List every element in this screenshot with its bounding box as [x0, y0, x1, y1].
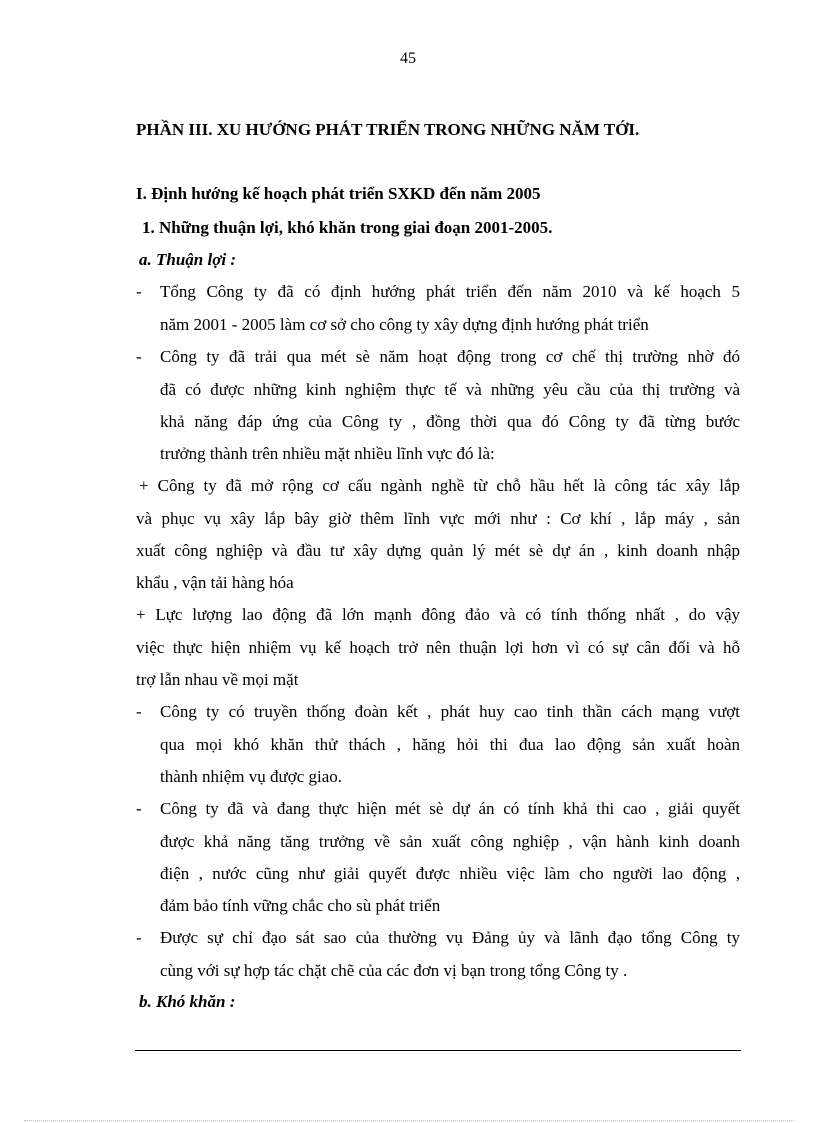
- bullet-line: Công ty đã và đang thực hiện mét sè dự án có tính khả thi cao , giải quyết: [160, 799, 740, 818]
- bullet-line: cùng với sự hợp tác chặt chẽ của các đơn vị bạn trong tổng Công ty .: [160, 961, 628, 980]
- plus-paragraph-line: xuất công nghiệp và đầu tư xây dựng quản lý mét sè dự án , kinh doanh nhập: [136, 541, 740, 560]
- page-number: 45: [400, 50, 416, 67]
- difficulties-heading: b. Khó khăn :: [139, 992, 236, 1011]
- plus-paragraph-line: việc thực hiện nhiệm vụ kế hoạch trở nên thuận lợi hơn vì có sự cân đối và hỗ: [136, 638, 740, 657]
- part-title: PHẦN III. XU HƯỚNG PHÁT TRIỂN TRONG NHỮNG NĂM TỚI.: [136, 120, 640, 139]
- advantages-heading: a. Thuận lợi :: [139, 250, 236, 269]
- bullet-line: khả năng đáp ứng của Công ty , đồng thời qua đó Công ty đã từng bước: [160, 412, 740, 431]
- subsection-heading: 1. Những thuận lợi, khó khăn trong giai đoạn 2001-2005.: [142, 218, 553, 237]
- bullet-line: điện , nước cũng như giải quyết được nhiều việc làm cho người lao động ,: [160, 864, 740, 883]
- plus-paragraph-line: + Công ty đã mở rộng cơ cấu ngành nghề từ chỗ hầu hết là công tác xây lắp: [139, 476, 740, 495]
- bullet-line: được khả năng tăng trưởng về sản xuất công nghiệp , vận hành kinh doanh: [160, 832, 740, 851]
- plus-paragraph-line: trợ lẫn nhau về mọi mặt: [136, 670, 299, 689]
- bullet-line: qua mọi khó khăn thử thách , hăng hỏi thi đua lao động sản xuất hoàn: [160, 735, 740, 754]
- bullet-marker: -: [136, 702, 142, 721]
- page-edge-divider: [24, 1120, 794, 1121]
- bullet-line: Tổng Công ty đã có định hướng phát triển đến năm 2010 và kế hoạch 5: [160, 282, 740, 301]
- bullet-line: Công ty có truyền thống đoàn kết , phát huy cao tinh thần cách mạng vượt: [160, 702, 740, 721]
- bullet-line: đảm bảo tính vững chắc cho sù phát triển: [160, 896, 441, 915]
- bullet-line: thành nhiệm vụ được giao.: [160, 767, 343, 786]
- bullet-marker: -: [136, 282, 142, 301]
- bullet-line: đã có được những kinh nghiệm thực tế và những yêu cầu của thị trường và: [160, 380, 740, 399]
- bullet-line: Công ty đã trải qua mét sè năm hoạt động trong cơ chế thị trường nhờ đó: [160, 347, 740, 366]
- plus-paragraph-line: + Lực lượng lao động đã lớn mạnh đông đảo và có tính thống nhất , do vậy: [136, 605, 740, 624]
- bullet-marker: -: [136, 799, 142, 818]
- section-heading: I. Định hướng kế hoạch phát triển SXKD đến năm 2005: [136, 184, 541, 203]
- bullet-line: năm 2001 - 2005 làm cơ sở cho công ty xây dựng định hướng phát triển: [160, 315, 649, 334]
- bullet-marker: -: [136, 928, 142, 947]
- bullet-line: Được sự chỉ đạo sát sao của thường vụ Đảng ủy và lãnh đạo tổng Công ty: [160, 928, 740, 947]
- plus-paragraph-line: khẩu , vận tải hàng hóa: [136, 573, 294, 592]
- bullet-line: trưởng thành trên nhiều mặt nhiều lĩnh vực đó là:: [160, 444, 495, 463]
- plus-paragraph-line: và phục vụ xây lắp bây giờ thêm lĩnh vực mới như : Cơ khí , lắp máy , sản: [136, 509, 740, 528]
- bullet-marker: -: [136, 347, 142, 366]
- footer-rule: [135, 1050, 741, 1051]
